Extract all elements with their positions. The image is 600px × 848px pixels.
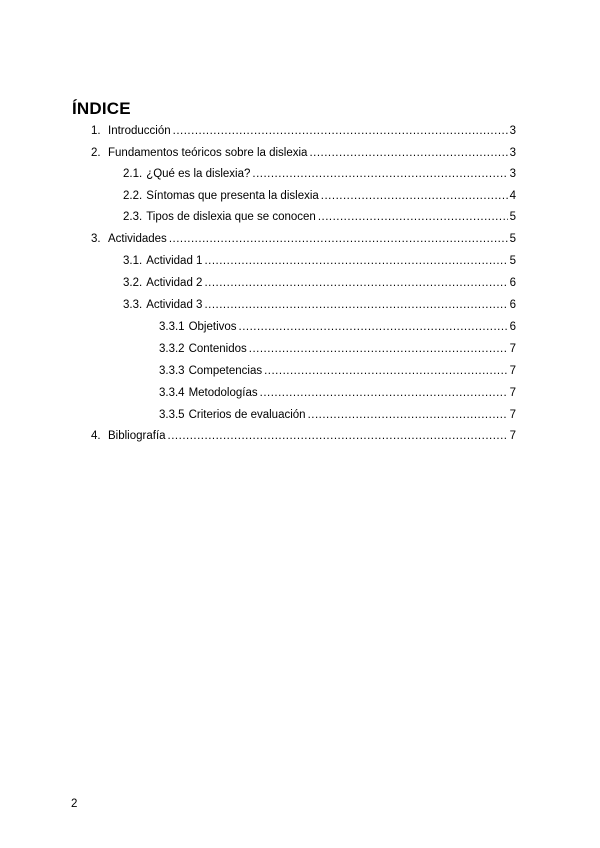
toc-entry-label: Fundamentos teóricos sobre la dislexia bbox=[108, 147, 308, 159]
toc-entry-page: 7 bbox=[509, 365, 516, 377]
dot-leader bbox=[173, 123, 508, 139]
toc-entry-number: 4. bbox=[91, 430, 101, 442]
toc-entry-label: Actividades bbox=[108, 233, 167, 245]
toc-entry-page: 6 bbox=[509, 299, 516, 311]
dot-leader bbox=[260, 385, 508, 401]
toc-entry-label: Introducción bbox=[108, 125, 171, 137]
dot-leader bbox=[321, 188, 508, 204]
dot-leader bbox=[308, 407, 508, 423]
toc-entry-number: 3.3.3 bbox=[159, 365, 185, 377]
toc-entry-metodologias[interactable] bbox=[159, 385, 516, 401]
toc-entry-number: 3.3. bbox=[123, 299, 143, 311]
dot-leader bbox=[204, 253, 507, 269]
toc-entry-label: Criterios de evaluación bbox=[188, 409, 306, 421]
toc-entry-competencias[interactable] bbox=[159, 363, 516, 379]
toc-entry-page: 6 bbox=[509, 321, 516, 333]
toc-entry-label: Metodologías bbox=[188, 387, 258, 399]
toc-entry-label: Actividad 1 bbox=[146, 255, 203, 267]
toc-entry-label: Actividad 2 bbox=[146, 277, 203, 289]
toc-entry-sintomas[interactable] bbox=[123, 188, 516, 204]
toc-entry-bibliografia[interactable] bbox=[91, 428, 516, 444]
toc-entry-label: ¿Qué es la dislexia? bbox=[146, 168, 251, 180]
toc-entry-page: 3 bbox=[509, 125, 516, 137]
toc-entry-number: 2.1. bbox=[123, 168, 143, 180]
toc-entry-actividad-1[interactable] bbox=[123, 253, 516, 269]
toc-entry-page: 5 bbox=[509, 233, 516, 245]
toc-entry-actividad-2[interactable] bbox=[123, 275, 516, 291]
toc-entry-page: 7 bbox=[509, 387, 516, 399]
toc-entry-page: 6 bbox=[509, 277, 516, 289]
toc-entry-label: Bibliografía bbox=[108, 430, 166, 442]
dot-leader bbox=[204, 297, 507, 313]
toc-entry-number: 3. bbox=[91, 233, 101, 245]
dot-leader bbox=[252, 166, 507, 182]
toc-entry-label: Competencias bbox=[188, 365, 263, 377]
toc-entry-label: Tipos de dislexia que se conocen bbox=[146, 211, 316, 223]
toc-entry-page: 3 bbox=[509, 168, 516, 180]
dot-leader bbox=[318, 209, 508, 225]
toc-entry-number: 3.1. bbox=[123, 255, 143, 267]
toc-entry-page: 5 bbox=[509, 255, 516, 267]
toc-entry-page: 3 bbox=[509, 147, 516, 159]
toc-entry-number: 2. bbox=[91, 147, 101, 159]
toc-entry-number: 3.3.5 bbox=[159, 409, 185, 421]
toc-entry-criterios-evaluacion[interactable] bbox=[159, 407, 516, 423]
toc-entry-page: 7 bbox=[509, 430, 516, 442]
page-title: ÍNDICE bbox=[72, 99, 131, 118]
dot-leader bbox=[264, 363, 508, 379]
toc-entry-page: 7 bbox=[509, 343, 516, 355]
toc-entry-actividad-3[interactable] bbox=[123, 297, 516, 313]
toc-entry-contenidos[interactable] bbox=[159, 341, 516, 357]
toc-entry-page: 4 bbox=[509, 190, 516, 202]
toc-entry-page: 7 bbox=[509, 409, 516, 421]
dot-leader bbox=[169, 231, 508, 247]
toc-entry-actividades[interactable] bbox=[91, 231, 516, 247]
toc-entry-number: 3.3.4 bbox=[159, 387, 185, 399]
toc-entry-label: Objetivos bbox=[188, 321, 237, 333]
toc-entry-fundamentos[interactable] bbox=[91, 145, 516, 161]
dot-leader bbox=[249, 341, 508, 357]
toc-entry-number: 2.3. bbox=[123, 211, 143, 223]
toc-entry-number: 3.3.2 bbox=[159, 343, 185, 355]
toc-entry-introduccion[interactable] bbox=[91, 123, 516, 139]
dot-leader bbox=[204, 275, 507, 291]
toc-entry-number: 2.2. bbox=[123, 190, 143, 202]
toc-entry-tipos[interactable] bbox=[123, 209, 516, 225]
dot-leader bbox=[309, 145, 507, 161]
toc-entry-label: Síntomas que presenta la dislexia bbox=[146, 190, 319, 202]
toc-entry-page: 5 bbox=[509, 211, 516, 223]
toc-entry-label: Contenidos bbox=[188, 343, 247, 355]
page-number: 2 bbox=[71, 798, 78, 810]
toc-entry-que-es-dislexia[interactable] bbox=[123, 166, 516, 182]
dot-leader bbox=[239, 319, 508, 335]
toc-entry-number: 3.3.1 bbox=[159, 321, 185, 333]
toc-entry-label: Actividad 3 bbox=[146, 299, 203, 311]
toc-entry-number: 3.2. bbox=[123, 277, 143, 289]
toc-entry-number: 1. bbox=[91, 125, 101, 137]
toc-entry-objetivos[interactable] bbox=[159, 319, 516, 335]
dot-leader bbox=[168, 428, 508, 444]
